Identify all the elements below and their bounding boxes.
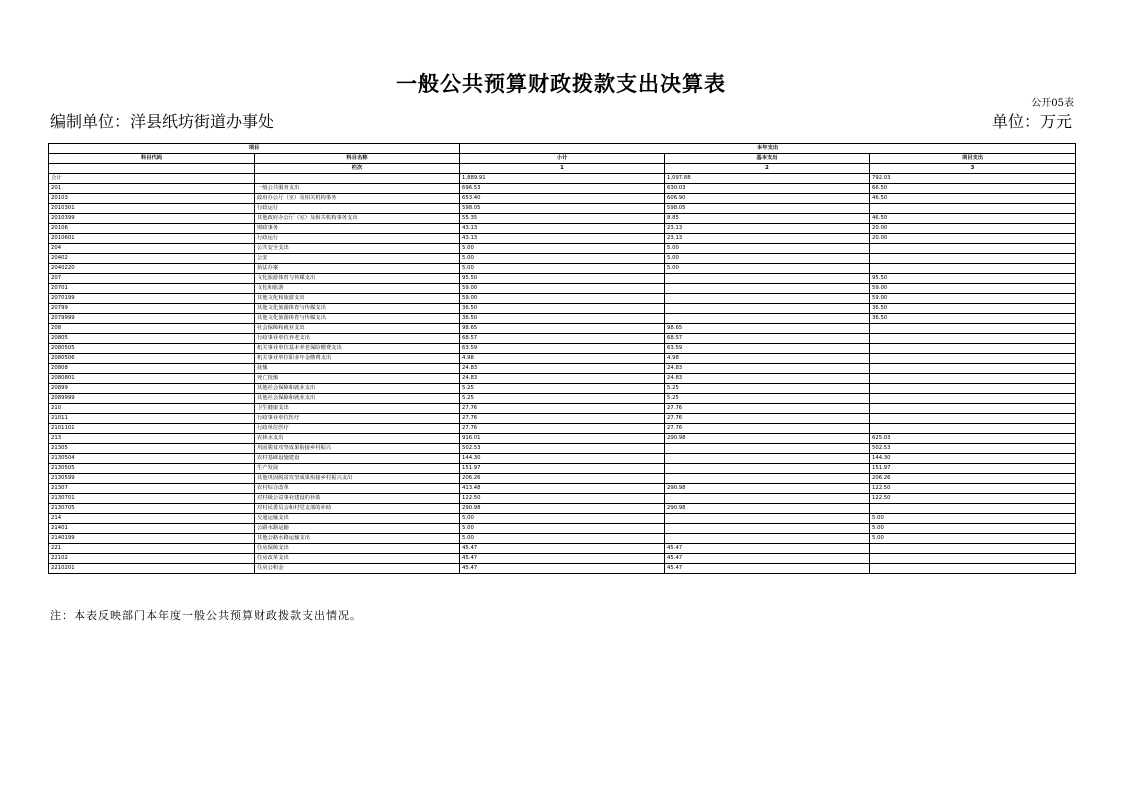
basic-expense-cell: 606.90 — [665, 194, 870, 204]
subtotal-cell: 290.98 — [460, 504, 665, 514]
table-row — [49, 264, 1076, 274]
subject-name-cell: 其他公路水路运输支出 — [255, 534, 460, 544]
subject-name-cell: 执法办案 — [255, 264, 460, 274]
basic-expense-cell: 68.57 — [665, 334, 870, 344]
basic-expense-cell — [665, 294, 870, 304]
basic-expense-cell: 45.47 — [665, 544, 870, 554]
basic-expense-cell: 290.98 — [665, 484, 870, 494]
project-expense-cell: 36.50 — [870, 304, 1076, 314]
subject-code-cell: 2210201 — [49, 564, 255, 574]
subtotal-cell: 5.25 — [460, 384, 665, 394]
table-row — [49, 404, 1076, 414]
project-expense-cell — [870, 544, 1076, 554]
table-row — [49, 204, 1076, 214]
subtotal-cell: 45.47 — [460, 554, 665, 564]
subject-code-cell: 22102 — [49, 554, 255, 564]
subject-code-cell: 221 — [49, 544, 255, 554]
subject-code-cell: 2070199 — [49, 294, 255, 304]
subtotal-cell: 206.26 — [460, 474, 665, 484]
basic-expense-cell — [665, 524, 870, 534]
table-row — [49, 214, 1076, 224]
project-expense-cell: 502.53 — [870, 444, 1076, 454]
basic-expense-cell: 290.98 — [665, 504, 870, 514]
subject-code-cell: 2080505 — [49, 344, 255, 354]
project-expense-cell — [870, 564, 1076, 574]
header-item: 项目 — [49, 144, 460, 154]
basic-expense-cell — [665, 494, 870, 504]
subtotal-cell: 36.50 — [460, 314, 665, 324]
header-row-group — [49, 144, 1076, 154]
project-expense-cell: 625.03 — [870, 434, 1076, 444]
table-row — [49, 314, 1076, 324]
subtotal-cell: 5.00 — [460, 514, 665, 524]
subject-code-cell: 2101101 — [49, 424, 255, 434]
subtotal-cell: 5.00 — [460, 244, 665, 254]
subject-code-cell: 20701 — [49, 284, 255, 294]
project-expense-cell — [870, 324, 1076, 334]
table-row — [49, 284, 1076, 294]
subject-code-cell: 201 — [49, 184, 255, 194]
header-subject-name: 科目名称 — [255, 154, 460, 164]
subject-name-cell: 行政事业单位养老支出 — [255, 334, 460, 344]
subtotal-cell: 27.76 — [460, 424, 665, 434]
subject-code-cell: 21307 — [49, 484, 255, 494]
project-expense-cell — [870, 244, 1076, 254]
subject-name-cell: 行政单位医疗 — [255, 424, 460, 434]
subtotal-cell: 4.98 — [460, 354, 665, 364]
project-expense-cell — [870, 204, 1076, 214]
table-row — [49, 534, 1076, 544]
subtotal-cell: 502.53 — [460, 444, 665, 454]
table-row — [49, 464, 1076, 474]
project-expense-cell — [870, 344, 1076, 354]
subject-name-cell: 其他文化旅游体育与传媒支出 — [255, 304, 460, 314]
subject-code-cell: 20402 — [49, 254, 255, 264]
basic-expense-cell: 290.98 — [665, 434, 870, 444]
header-current-year-expense: 本年支出 — [460, 144, 1076, 154]
subject-code-cell: 2080506 — [49, 354, 255, 364]
table-row — [49, 514, 1076, 524]
subtotal-cell: 5.00 — [460, 534, 665, 544]
subtotal-cell: 151.97 — [460, 464, 665, 474]
project-expense-cell: 122.50 — [870, 494, 1076, 504]
subject-code-cell: 合计 — [49, 174, 255, 184]
basic-expense-cell: 5.00 — [665, 264, 870, 274]
subject-name-cell: 巩固脱贫攻坚成果衔接乡村振兴 — [255, 444, 460, 454]
basic-expense-cell — [665, 304, 870, 314]
basic-expense-cell: 27.76 — [665, 414, 870, 424]
subject-name-cell: 机关事业单位职业年金缴费支出 — [255, 354, 460, 364]
subtotal-cell: 24.83 — [460, 374, 665, 384]
project-expense-cell: 59.00 — [870, 294, 1076, 304]
subtotal-cell: 5.25 — [460, 394, 665, 404]
subject-code-cell: 20808 — [49, 364, 255, 374]
basic-expense-cell: 4.98 — [665, 354, 870, 364]
subject-name-cell: 财政事务 — [255, 224, 460, 234]
subject-code-cell: 208 — [49, 324, 255, 334]
header-row-columns — [49, 154, 1076, 164]
basic-expense-cell — [665, 454, 870, 464]
table-row — [49, 354, 1076, 364]
subject-code-cell: 2079999 — [49, 314, 255, 324]
basic-expense-cell — [665, 274, 870, 284]
project-expense-cell: 5.00 — [870, 524, 1076, 534]
expenditure-table — [48, 143, 1076, 574]
basic-expense-cell: 8.85 — [665, 214, 870, 224]
subject-code-cell: 204 — [49, 244, 255, 254]
project-expense-cell — [870, 354, 1076, 364]
project-expense-cell: 792.03 — [870, 174, 1076, 184]
basic-expense-cell — [665, 284, 870, 294]
project-expense-cell: 36.50 — [870, 314, 1076, 324]
subject-code-cell: 2130599 — [49, 474, 255, 484]
project-expense-cell: 95.50 — [870, 274, 1076, 284]
subject-name-cell: 行政运行 — [255, 234, 460, 244]
subject-name-cell: 文化旅游体育与传媒支出 — [255, 274, 460, 284]
project-expense-cell: 151.97 — [870, 464, 1076, 474]
basic-expense-cell: 1,097.88 — [665, 174, 870, 184]
subtotal-cell: 59.00 — [460, 294, 665, 304]
basic-expense-cell: 598.05 — [665, 204, 870, 214]
basic-expense-cell: 5.00 — [665, 244, 870, 254]
project-expense-cell: 46.50 — [870, 214, 1076, 224]
project-expense-cell — [870, 384, 1076, 394]
subject-name-cell: 公共安全支出 — [255, 244, 460, 254]
subject-name-cell: 其他文化和旅游支出 — [255, 294, 460, 304]
table-row — [49, 554, 1076, 564]
table-row — [49, 504, 1076, 514]
basic-expense-cell: 5.25 — [665, 394, 870, 404]
project-expense-cell — [870, 264, 1076, 274]
subtotal-cell: 36.50 — [460, 304, 665, 314]
currency-unit-label: 单位：万元 — [991, 112, 1072, 131]
subject-code-cell: 2010601 — [49, 234, 255, 244]
project-expense-cell: 20.00 — [870, 234, 1076, 244]
line-blank — [49, 164, 255, 174]
subject-code-cell: 20799 — [49, 304, 255, 314]
subtotal-cell: 122.50 — [460, 494, 665, 504]
table-row — [49, 184, 1076, 194]
project-expense-cell — [870, 504, 1076, 514]
subject-code-cell: 21011 — [49, 414, 255, 424]
subject-code-cell: 20106 — [49, 224, 255, 234]
subject-name-cell: 卫生健康支出 — [255, 404, 460, 414]
basic-expense-cell: 5.00 — [665, 254, 870, 264]
subject-name-cell: 机关事业单位基本养老保险缴费支出 — [255, 344, 460, 354]
subject-name-cell: 抚恤 — [255, 364, 460, 374]
subtotal-cell: 43.13 — [460, 234, 665, 244]
subtotal-cell: 27.76 — [460, 404, 665, 414]
subject-name-cell: 住房公积金 — [255, 564, 460, 574]
subject-code-cell: 20899 — [49, 384, 255, 394]
line-number-1: 1 — [460, 164, 665, 174]
line-label: 栏次 — [255, 164, 460, 174]
project-expense-cell — [870, 414, 1076, 424]
subtotal-cell: 696.53 — [460, 184, 665, 194]
project-expense-cell — [870, 254, 1076, 264]
subtotal-cell: 5.00 — [460, 524, 665, 534]
subtotal-cell: 63.59 — [460, 344, 665, 354]
subject-name-cell: 农村综合改革 — [255, 484, 460, 494]
subject-code-cell: 2140199 — [49, 534, 255, 544]
form-number: 公开05表 — [1031, 98, 1074, 109]
subject-code-cell: 2130505 — [49, 464, 255, 474]
project-expense-cell — [870, 394, 1076, 404]
subtotal-cell: 59.00 — [460, 284, 665, 294]
subtotal-cell: 45.47 — [460, 564, 665, 574]
table-row — [49, 254, 1076, 264]
table-row — [49, 544, 1076, 554]
basic-expense-cell — [665, 464, 870, 474]
basic-expense-cell: 27.76 — [665, 424, 870, 434]
table-row — [49, 454, 1076, 464]
subject-name-cell: 对村民委员会和村党支部的补助 — [255, 504, 460, 514]
subject-name-cell: 社会保障和就业支出 — [255, 324, 460, 334]
subject-name-cell: 交通运输支出 — [255, 514, 460, 524]
subtotal-cell: 653.40 — [460, 194, 665, 204]
header-project-expense: 项目支出 — [870, 154, 1076, 164]
project-expense-cell — [870, 554, 1076, 564]
table-row — [49, 294, 1076, 304]
subtotal-cell: 24.83 — [460, 364, 665, 374]
basic-expense-cell — [665, 474, 870, 484]
subtotal-cell: 43.13 — [460, 224, 665, 234]
project-expense-cell: 5.00 — [870, 514, 1076, 524]
table-row — [49, 394, 1076, 404]
table-row — [49, 524, 1076, 534]
subtotal-cell: 598.05 — [460, 204, 665, 214]
table-row — [49, 484, 1076, 494]
basic-expense-cell: 27.76 — [665, 404, 870, 414]
subject-code-cell: 2089999 — [49, 394, 255, 404]
organization-label: 编制单位：洋县纸坊街道办事处 — [50, 112, 275, 131]
table-row — [49, 244, 1076, 254]
subject-name-cell — [255, 174, 460, 184]
basic-expense-cell: 23.13 — [665, 234, 870, 244]
subtotal-cell: 68.57 — [460, 334, 665, 344]
subject-code-cell: 213 — [49, 434, 255, 444]
table-row — [49, 434, 1076, 444]
subject-name-cell: 农村基础设施建设 — [255, 454, 460, 464]
project-expense-cell: 20.00 — [870, 224, 1076, 234]
basic-expense-cell — [665, 534, 870, 544]
line-number-2: 2 — [665, 164, 870, 174]
subject-name-cell: 行政事业单位医疗 — [255, 414, 460, 424]
project-expense-cell: 122.50 — [870, 484, 1076, 494]
subject-name-cell: 其他巩固脱贫攻坚成果衔接乡村振兴支出 — [255, 474, 460, 484]
subject-code-cell: 207 — [49, 274, 255, 284]
subject-code-cell: 210 — [49, 404, 255, 414]
project-expense-cell — [870, 404, 1076, 414]
project-expense-cell: 59.00 — [870, 284, 1076, 294]
basic-expense-cell: 98.65 — [665, 324, 870, 334]
subject-name-cell: 其他社会保障和就业支出 — [255, 394, 460, 404]
subject-code-cell: 2130705 — [49, 504, 255, 514]
line-number-3: 3 — [870, 164, 1076, 174]
header-subtotal: 小计 — [460, 154, 665, 164]
table-row — [49, 564, 1076, 574]
subject-code-cell: 2010399 — [49, 214, 255, 224]
subtotal-cell: 45.47 — [460, 544, 665, 554]
basic-expense-cell: 24.83 — [665, 364, 870, 374]
table-row — [49, 474, 1076, 484]
table-row — [49, 194, 1076, 204]
project-expense-cell — [870, 364, 1076, 374]
report-title: 一般公共预算财政拨款支出决算表 — [396, 71, 726, 96]
basic-expense-cell — [665, 444, 870, 454]
subject-code-cell: 2080801 — [49, 374, 255, 384]
table-row — [49, 344, 1076, 354]
subject-name-cell: 文化和旅游 — [255, 284, 460, 294]
subject-code-cell: 20103 — [49, 194, 255, 204]
header-basic-expense: 基本支出 — [665, 154, 870, 164]
subject-name-cell: 行政运行 — [255, 204, 460, 214]
subject-code-cell: 2130701 — [49, 494, 255, 504]
subtotal-cell: 1,889.91 — [460, 174, 665, 184]
basic-expense-cell: 24.83 — [665, 374, 870, 384]
basic-expense-cell — [665, 314, 870, 324]
basic-expense-cell: 23.13 — [665, 224, 870, 234]
subtotal-cell: 916.01 — [460, 434, 665, 444]
subject-code-cell: 2010301 — [49, 204, 255, 214]
table-row — [49, 274, 1076, 284]
subject-name-cell: 住房保障支出 — [255, 544, 460, 554]
subject-name-cell: 农林水支出 — [255, 434, 460, 444]
project-expense-cell: 66.50 — [870, 184, 1076, 194]
subject-code-cell: 20805 — [49, 334, 255, 344]
subject-name-cell: 生产发展 — [255, 464, 460, 474]
subject-name-cell: 公安 — [255, 254, 460, 264]
subtotal-cell: 144.30 — [460, 454, 665, 464]
table-row — [49, 444, 1076, 454]
project-expense-cell — [870, 374, 1076, 384]
table-row — [49, 374, 1076, 384]
subtotal-cell: 27.76 — [460, 414, 665, 424]
table-row — [49, 414, 1076, 424]
table-row — [49, 224, 1076, 234]
subject-code-cell: 2040220 — [49, 264, 255, 274]
project-expense-cell: 46.50 — [870, 194, 1076, 204]
subtotal-cell: 95.50 — [460, 274, 665, 284]
subject-code-cell: 214 — [49, 514, 255, 524]
subject-name-cell: 住房改革支出 — [255, 554, 460, 564]
subtotal-cell: 5.00 — [460, 254, 665, 264]
project-expense-cell — [870, 334, 1076, 344]
subtotal-cell: 98.65 — [460, 324, 665, 334]
table-row — [49, 304, 1076, 314]
basic-expense-cell: 45.47 — [665, 554, 870, 564]
table-row — [49, 334, 1076, 344]
project-expense-cell: 144.30 — [870, 454, 1076, 464]
table-row — [49, 384, 1076, 394]
table-row — [49, 364, 1076, 374]
footnote: 注：本表反映部门本年度一般公共预算财政拨款支出情况。 — [50, 609, 362, 622]
subject-name-cell: 公路水路运输 — [255, 524, 460, 534]
table-row — [49, 494, 1076, 504]
subject-name-cell: 对村级公益事业建设的补助 — [255, 494, 460, 504]
header-row-line-numbers — [49, 164, 1076, 174]
header-subject-code: 科目代码 — [49, 154, 255, 164]
project-expense-cell — [870, 424, 1076, 434]
subject-name-cell: 其他政府办公厅（室）及相关机构事务支出 — [255, 214, 460, 224]
subject-name-cell: 其他社会保障和就业支出 — [255, 384, 460, 394]
basic-expense-cell: 630.03 — [665, 184, 870, 194]
subtotal-cell: 5.00 — [460, 264, 665, 274]
subtotal-cell: 55.35 — [460, 214, 665, 224]
subject-code-cell: 21305 — [49, 444, 255, 454]
table-row — [49, 234, 1076, 244]
table-body — [49, 144, 1076, 574]
subject-code-cell: 21401 — [49, 524, 255, 534]
subject-name-cell: 一般公共服务支出 — [255, 184, 460, 194]
table-row — [49, 424, 1076, 434]
basic-expense-cell: 45.47 — [665, 564, 870, 574]
subject-code-cell: 2130504 — [49, 454, 255, 464]
basic-expense-cell — [665, 514, 870, 524]
subject-name-cell: 死亡抚恤 — [255, 374, 460, 384]
basic-expense-cell: 5.25 — [665, 384, 870, 394]
subject-name-cell: 其他文化旅游体育与传媒支出 — [255, 314, 460, 324]
subtotal-cell: 413.48 — [460, 484, 665, 494]
basic-expense-cell: 63.59 — [665, 344, 870, 354]
project-expense-cell: 5.00 — [870, 534, 1076, 544]
subject-name-cell: 政府办公厅（室）及相关机构事务 — [255, 194, 460, 204]
table-row — [49, 174, 1076, 184]
table-row — [49, 324, 1076, 334]
project-expense-cell: 206.26 — [870, 474, 1076, 484]
